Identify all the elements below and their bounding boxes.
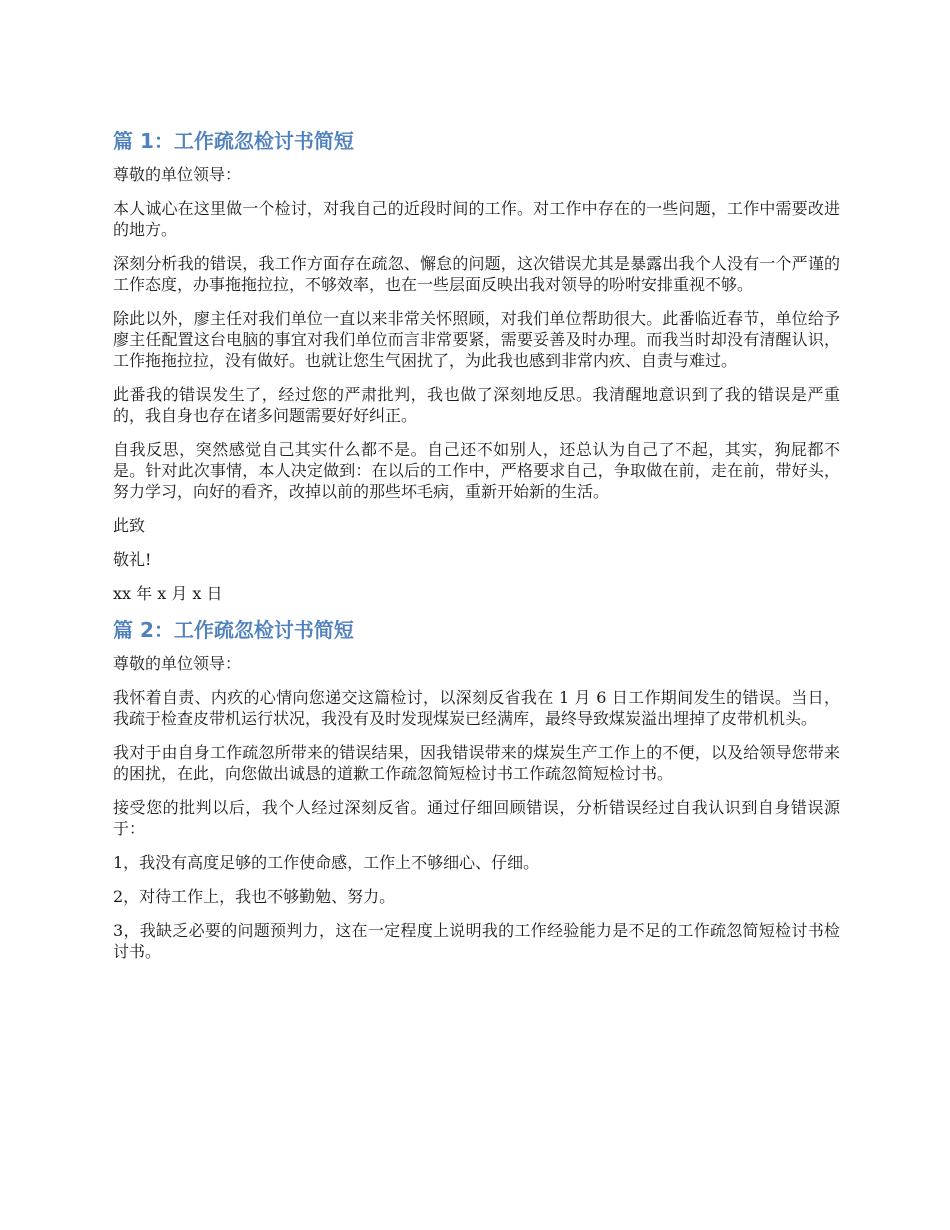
paragraph: 接受您的批判以后，我个人经过深刻反省。通过仔细回顾错误，分析错误经过自我认识到自身错误源于：: [113, 798, 840, 838]
paragraph: 我怀着自责、内疚的心情向您递交这篇检讨，以深刻反省我在 1 月 6 日工作期间发生的错误。当日，我疏于检查皮带机运行状况，我没有及时发现煤炭已经满库，最终导致煤炭溢出埋掉了皮带机机头。: [113, 688, 840, 728]
section-title: 篇 2：工作疏忽检讨书简短: [113, 618, 354, 642]
paragraph: 自我反思，突然感觉自己其实什么都不是。自己还不如别人，还总认为自己了不起，其实，狗屁都不是。针对此次事情，本人决定做到：在以后的工作中，严格要求自己，争取做在前，走在前，带好头，努力学习，向好的看齐，改掉以前的那些坏毛病，重新开始新的生活。: [113, 440, 840, 501]
list-item: 3，我缺乏必要的问题预判力，这在一定程度上说明我的工作经验能力是不足的工作疏忽简短检讨书检讨书。: [113, 921, 840, 961]
section-title: 篇 1：工作疏忽检讨书简短: [113, 129, 354, 153]
date-line: xx 年 x 月 x 日: [113, 584, 223, 603]
section-2: [113, 615, 840, 962]
paragraph: 我对于由自身工作疏忽所带来的错误结果，因我错误带来的煤炭生产工作上的不便，以及给领导您带来的困扰，在此，向您做出诚恳的道歉工作疏忽简短检讨书工作疏忽简短检讨书。: [113, 743, 840, 783]
list-item: 1，我没有高度足够的工作使命感，工作上不够细心、仔细。: [113, 853, 540, 872]
document-page: [113, 126, 840, 975]
closing-line: 此致: [113, 516, 146, 535]
paragraph: 除此以外，廖主任对我们单位一直以来非常关怀照顾，对我们单位帮助很大。此番临近春节，单位给予廖主任配置这台电脑的事宜对我们单位而言非常要紧，需要妥善及时办理。而我当时却没有清醒认识，工作拖拖拉拉，没有做好。也就让您生气困扰了，为此我也感到非常内疚、自责与难过。: [113, 309, 840, 370]
salutation: 尊敬的单位领导：: [113, 654, 242, 673]
paragraph: 深刻分析我的错误，我工作方面存在疏忽、懈怠的问题，这次错误尤其是暴露出我个人没有一个严谨的工作态度，办事拖拖拉拉，不够效率，也在一些层面反映出我对领导的吩咐安排重视不够。: [113, 254, 840, 294]
salutation: 尊敬的单位领导：: [113, 165, 242, 184]
section-1: [113, 126, 840, 604]
closing-salute: 敬礼!: [113, 550, 152, 569]
paragraph: 本人诚心在这里做一个检讨，对我自己的近段时间的工作。对工作中存在的一些问题，工作中需要改进的地方。: [113, 199, 840, 239]
list-item: 2，对待工作上，我也不够勤勉、努力。: [113, 887, 396, 906]
paragraph: 此番我的错误发生了，经过您的严肃批判，我也做了深刻地反思。我清醒地意识到了我的错误是严重的，我自身也存在诸多问题需要好好纠正。: [113, 385, 840, 425]
